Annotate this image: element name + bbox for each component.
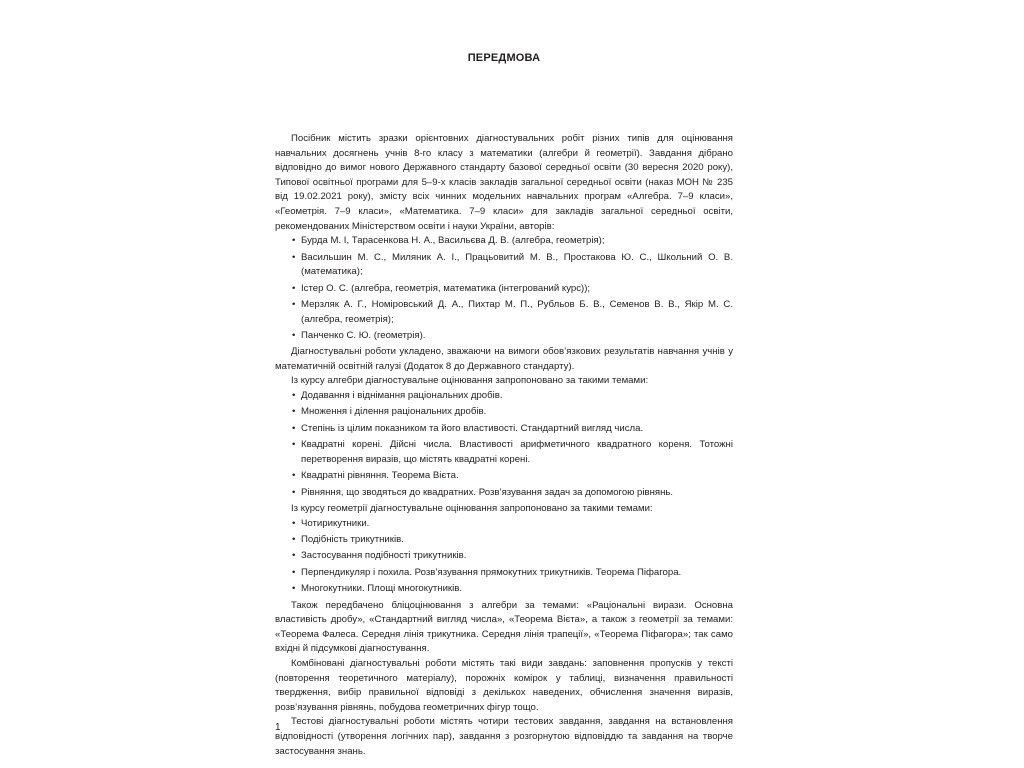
combined-works-paragraph: Комбіновані діагностувальні роботи містять такі види завдань: заповнення пропусків у тексті (повторення теоретичного матеріалу), порожніх комірок у таблиці, визначення правильності твердження, вибір правильної відповіді з декількох наведених, обчислення значення виразів, розв’язування рівнянь, побудова геометричних фігур тощо. [275,657,733,713]
algebra-topic-item: • Множення і ділення раціональних дробів. [275,405,733,420]
author-item: • Мерзляк А. Г., Номіровський Д. А., Пихтар М. П., Рубльов Б. В., Семенов В. В., Якір М. С. (алгебра, геометрія); [275,298,733,327]
geometry-topic-item: • Застосування подібності трикутників. [275,549,733,564]
author-item: • Істер О. С. (алгебра, геометрія, математика (інтегрований курс)); [275,282,733,297]
geometry-topic-item: • Подібність трикутників. [275,533,733,548]
algebra-topic-item: • Степінь із цілим показником та його властивості. Стандартний вигляд числа. [275,422,733,437]
intro-paragraph: Посібник містить зразки орієнтовних діагностувальних робіт різних типів для оцінювання навчальних досягнень учнів 8-го класу з математики (алгебри й геометрії). Завдання дібрано відповідно до вимог нового Державного стандарту базової середньої освіти (30 вересня 2020 року), Типової освітньої програми для 5–9-х класів закладів загальної середньої освіти (наказ МОН № 235 від 19.02.2021 року), змісту всіх чинних модельних навчальних програм «Алгебра. 7–9 класи», «Геометрія. 7–9 класи», «Математика. 7–9 класи» для закладів загальної середньої освіти, рекомендованих Міністерством освіти і науки України, авторів: [275,133,733,232]
algebra-intro: Із курсу алгебри діагностувальне оцінювання запропоновано за такими темами: [291,375,649,387]
test-works-paragraph: Тестові діагностувальні роботи містять чотири тестових завдання, завдання на встановлення відповідності (утворення логічних пар), завдання з розгорнутою відповіддю та завдання на творче застосування знань. [275,716,733,757]
algebra-topic-item: • Квадратні рівняння. Теорема Вієта. [275,469,733,484]
preface-body [275,132,733,759]
page-title: ПЕРЕДМОВА [467,52,541,64]
algebra-topic-item: • Квадратні корені. Дійсні числа. Властивості арифметичного квадратного кореня. Тотожні перетворення виразів, що містять квадратні корені. [275,438,733,467]
geometry-topic-item: • Чотирикутники. [275,517,733,532]
algebra-topic-item: • Додавання і віднімання раціональних дробів. [275,389,733,404]
page-number: 1 [275,722,281,733]
blitz-assessment-paragraph: Також передбачено бліцоцінювання з алгебри за темами: «Раціональні вирази. Основна властивість дробу», «Стандартний вигляд числа», «Теорема Вієта», а також з геометрії за темами: «Теорема Фалеса. Середня лінія трикутника. Середня лінія трапеції», «Теорема Піфагора»; так само вхідні й підсумкові діагностування. [275,599,733,655]
author-item: • Васильшин М. С., Миляник А. І., Працьовитий М. В., Простакова Ю. С., Школьний О. В. (математика); [275,251,733,280]
author-item: • Панченко С. Ю. (геометрія). [275,329,733,344]
geometry-topic-item: • Многокутники. Площі многокутників. [275,582,733,597]
author-item: • Бурда М. І, Тарасенкова Н. А., Васильєва Д. В. (алгебра, геометрія); [275,234,733,249]
geometry-topics-list [275,517,733,597]
algebra-topic-item: • Рівняння, що зводяться до квадратних. Розв’язування задач за допомогою рівнянь. [275,486,733,501]
results-paragraph: Діагностувальні роботи укладено, зважаючи на вимоги обов’язкових результатів навчання учнів у математичній освітній галузі (Додаток 8 до Державного стандарту). [275,346,733,372]
algebra-topics-list [275,389,733,500]
geometry-topic-item: • Перпендикуляр і похила. Розв’язування прямокутних трикутників. Теорема Піфагора. [275,566,733,581]
authors-list [275,234,733,343]
geometry-intro: Із курсу геометрії діагностувальне оцінювання запропоновано за такими темами: [291,503,653,515]
